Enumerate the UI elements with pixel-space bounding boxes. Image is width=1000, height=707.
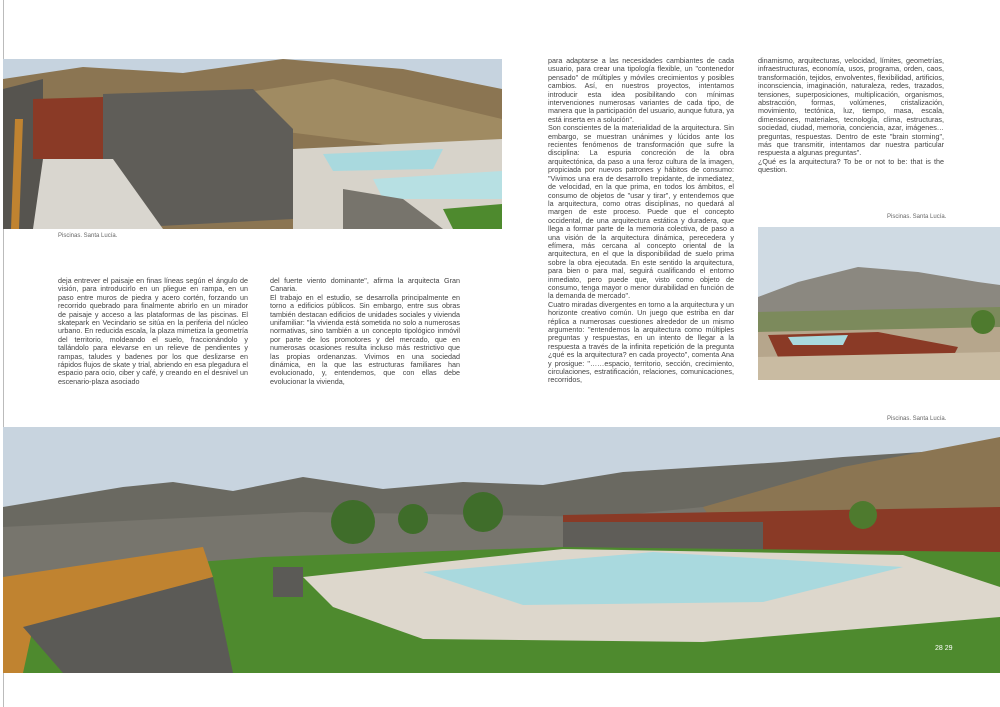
caption-bottom: Piscinas. Santa Lucía. — [887, 416, 947, 422]
column-2-paragraph-a: del fuerte viento dominante", afirma la arquitecta Gran Canaria. — [270, 276, 460, 294]
text-column-1 — [58, 277, 248, 393]
text-column-4 — [758, 57, 944, 207]
text-column-2 — [270, 277, 460, 393]
caption-top-left: Piscinas. Santa Lucía. — [58, 233, 118, 239]
caption-right-mid: Piscinas. Santa Lucía. — [887, 214, 947, 220]
column-3-paragraph-c: Cuatro miradas divergentes en torno a la arquitectura y un horizonte creativo común. Un juego que estriba en dar réplica a numerosas cuestiones alrededor de un mismo argumento: "entendemos la arquitectura como múltiples preguntas y respuestas, en un intento de llegar a la respuesta a través de la infinita repetición de la pregunta ¿qué es la arquitectura? en cada proyecto", comenta Ana y prosigue: "……espacio, territorio, sección, crecimiento, circulaciones, estratificación, relaciones, comunicaciones, recorridos, — [548, 299, 734, 385]
column-4-paragraph-a: dinamismo, arquitecturas, velocidad, límites, geometrías, infraestructuras, economía, usos, programa, orden, caos, transformación, tejidos, envolventes, flexibilidad, artificios, inconsciencia, imaginación, naturaleza, redes, trazados, tensiones, superposiciones, multiplicación, organismos, abstracción, formas, volúmenes, cristalización, movimiento, tectónica, luz, tiempo, masa, escala, dimensiones, materiales, tecnología, clima, estructuras, sociedad, ciudad, memoria, conciencia, azar, imágenes… preguntas, respuestas. Dentro de este "brain storming", más que transmitir, intentamos dar nuestra particular respuesta a algunas preguntas". — [758, 56, 944, 158]
photo-ramp-stone-walls — [3, 59, 502, 229]
column-4-paragraph-b: ¿Qué es la arquitectura? To be or not to be: that is the question. — [758, 156, 944, 175]
photo-pool-mountains — [758, 227, 1000, 380]
photo-panorama-pool — [3, 427, 1000, 673]
column-3-paragraph-a: para adaptarse a las necesidades cambiantes de cada usuario, para crear una tipología flexible, un "contenedor pensado" de múltiples y móviles crecimientos y posibles cambios. Así, en nuestros proyectos, intentamos introducir esta idea posibilitando con mínimas intervenciones numerosas variantes de cada tipo, de manera que la participación del usuario, aunque futura, ya está inserta en a solución". — [548, 56, 734, 124]
column-3-paragraph-b: Son conscientes de la materialidad de la arquitectura. Sin embargo, se muestran unánimes y lúcidos ante los recientes fenómenos de transformación que sufre la disciplina: La espuria concreción de la obra arquitectónica, da paso a una feroz cultura de la imagen, propiciada por nuevos patrones y hábitos de consumo: "Vivimos una era de desarrollo trepidante, de inmediatez, de velocidad, en la que prima, en todos los ámbitos, el consumo de objetos de "usar y tirar", y entendemos que la arquitectura, como otras disciplinas, no quedará al margen de este proceso. Puede que el concepto occidental, de una arquitectura estática y duradera, que llega a formar parte de la memoria colectiva, de paso a una visión de la arquitectura dinámica, perecedera y efímera, más cercana al concepto oriental de la arquitectura, en el que la disponibilidad de suelo prima sobre la obra ejecutada. En este sentido la arquitectura, para bien o para mal, seguirá cualificando el entorno inmediato, pero puede que, visto como objeto de consumo, tenga mayor o menor durabilidad en función de la demanda de mercado". — [548, 123, 734, 301]
page-numbers: 28 29 — [935, 645, 953, 652]
column-1-paragraph: dejа entrever el paisaje en finas líneas según el ángulo de visión, para introducirlo en un pliegue en rampa, en un paso entre muros de piedra y acero cortén, forzando un recorrido quebrado para finalmente abrirlo en un mirador de paisaje y acceso a las plataformas de las piscinas. El skatepark en Vecindario se sitúa en la periferia del núcleo urbano. En reducida escala, la plaza mimetiza la geometría del territorio, moldeando el suelo, fraccionándolo y tallándolo para elevarse en un relieve de pendientes y rampas, taludes y badenes por los que deslizarse en rápidos flujos de skate y trial, abriendo en esa plegadura el espacio para ocio, ciber y café, y creando en el desnivel un escenario-plaza asociado — [58, 276, 248, 386]
text-column-3 — [548, 57, 734, 383]
column-2-paragraph-b: El trabajo en el estudio, se desarrolla principalmente en torno a edificios públicos. Sin embargo, entre sus obras también destacan edificios de unidades sociales y vivienda unifamiliar: "la vivienda está sometida no solo a numerosas normativas, sino también a un concepto tipológico inmóvil por parte de los promotores y del mercado, que en numerosas ocasiones resulta incluso más restrictivo que las propias ordenanzas. Vivimos en una sociedad dinámica, en la que las estructuras familiares han evolucionado, y, entendemos, que con ellas debe evolucionar la vivienda, — [270, 292, 460, 386]
